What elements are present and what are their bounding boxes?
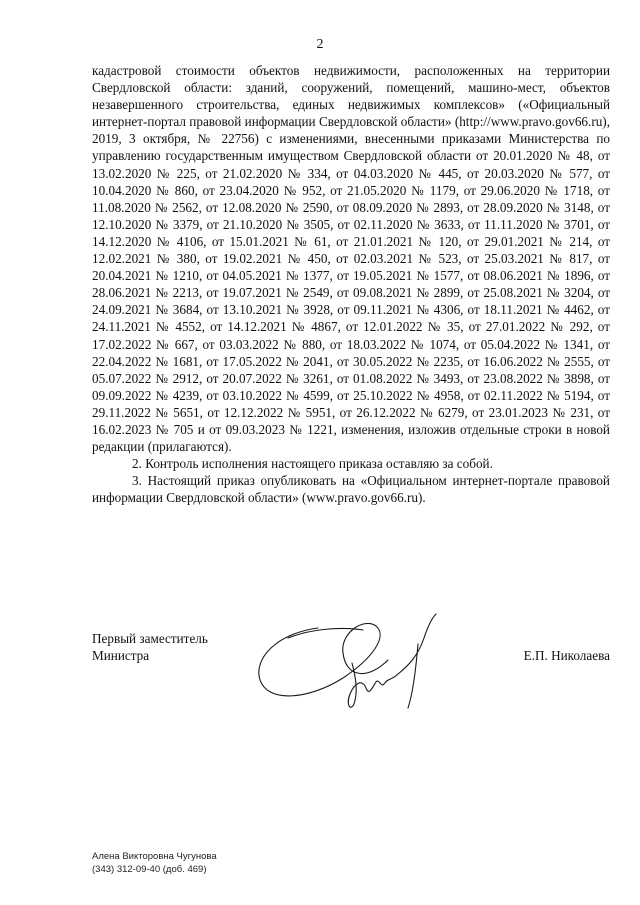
signer-title-line1: Первый заместитель xyxy=(92,631,208,646)
contact-name: Алена Викторовна Чугунова xyxy=(92,851,217,862)
signer-name: Е.П. Николаева xyxy=(523,648,610,663)
paragraph-amendments: кадастровой стоимости объектов недвижимости, расположенных на территории Свердловской области: зданий, сооружений, помещений, машино-мест, объектов незавершенного строительства, единых недвижимых комплексов» («Официальный интернет-портал правовой информации Свердловской области» (http://www.pravo.gov66.ru), 2019, 3 октября, № 22756) с изменениями, внесенными приказами Министерства по управлению государственным имуществом Свердловской области от 20.01.2020 № 48, от 13.02.2020 № 225, от 21.02.2020 № 334, от 04.03.2020 № 445, от 20.03.2020 № 577, от 10.04.2020 № 860, от 23.04.2020 № 952, от 21.05.2020 № 1179, от 29.06.2020 № 1718, от 11.08.2020 № 2562, от 12.08.2020 № 2590, от 08.09.2020 № 2893, от 28.09.2020 № 3148, от 12.10.2020 № 3379, от 21.10.2020 № 3505, от 02.11.2020 № 3633, от 11.11.2020 № 3701, от 14.12.2020 № 4106, от 15.01.2021 № 61, от 21.01.2021 № 120, от 29.01.2021 № 214, от 12.02.2021 № 380, от 19.02.2021 № 450, от 02.03.2021 № 523, от 25.03.2021 № 817, от 20.04.2021 № 1210, от 04.05.2021 № 1377, от 19.05.2021 № 1577, от 08.06.2021 № 1896, от 28.06.2021 № 2213, от 19.07.2021 № 2549, от 09.08.2021 № 2899, от 25.08.2021 № 3204, от 24.09.2021 № 3684, от 13.10.2021 № 3928, от 09.11.2021 № 4306, от 18.11.2021 № 4462, от 24.11.2021 № 4552, от 14.12.2021 № 4867, от 12.01.2022 № 35, от 27.01.2022 № 292, от 17.02.2022 № 667, от 03.03.2022 № 880, от 18.03.2022 № 1074, от 05.04.2022 № 1341, от 22.04.2022 № 1681, от 17.05.2022 № 2041, от 30.05.2022 № 2235, от 16.06.2022 № 2555, от 05.07.2022 № 2912, от 20.07.2022 № 3261, от 01.08.2022 № 3493, от 23.08.2022 № 3898, от 09.09.2022 № 4239, от 03.10.2022 № 4599, от 25.10.2022 № 4958, от 02.11.2022 № 5194, от 29.11.2022 № 5651, от 12.12.2022 № 5951, от 26.12.2022 № 6279, от 23.01.2023 № 231, от 16.02.2023 № 705 и от 09.03.2023 № 1221, изменения, изложив отдельные строки в новой редакции (прилагаются). xyxy=(92,63,610,455)
handwritten-signature xyxy=(248,608,448,718)
page-number: 2 xyxy=(316,37,324,52)
paragraph-publication: 3. Настоящий приказ опубликовать на «Официальном интернет-портале правовой информации Свердловской области» (www.pravo.gov66.ru). xyxy=(92,473,610,506)
paragraph-control: 2. Контроль исполнения настоящего приказа оставляю за собой. xyxy=(132,456,493,472)
document-body xyxy=(92,62,610,506)
signer-title-line2: Министра xyxy=(92,648,150,664)
contact-info xyxy=(92,850,392,876)
contact-phone: (343) 312-09-40 (доб. 469) xyxy=(92,864,207,875)
